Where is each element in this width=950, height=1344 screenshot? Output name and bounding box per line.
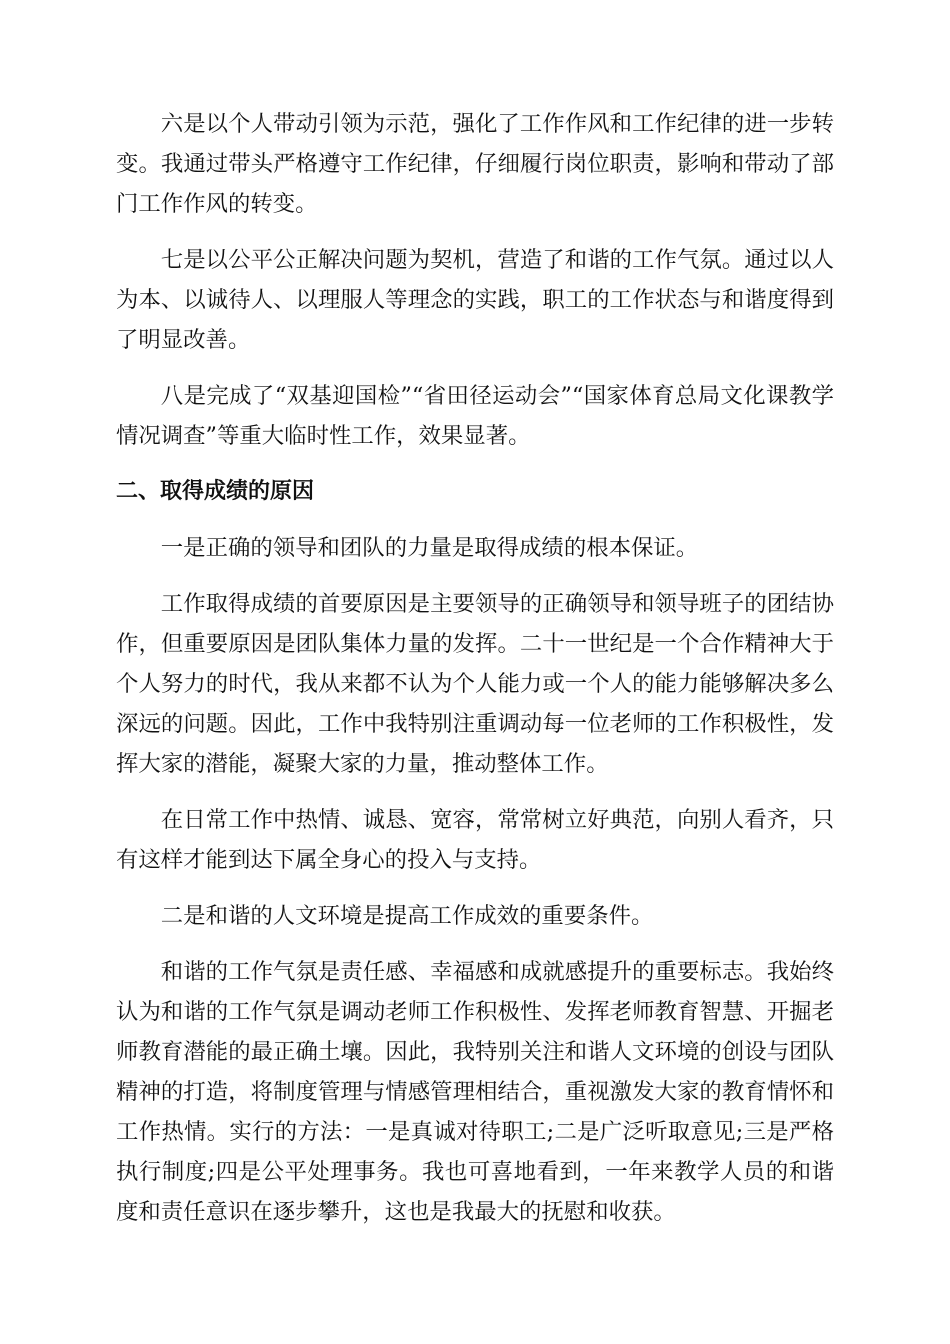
paragraph-harmony: 和谐的工作气氛是责任感、幸福感和成就感提升的重要标志。我始终认为和谐的工作气氛是调动老师工作积极性、发挥老师教育智慧、开掘老师教育潜能的最正确土壤。因此，我特别关注和谐人文环境的创设与团队精神的打造，将制度管理与情感管理相结合，重视激发大家的教育情怀和工作热情。实行的方法：一是真诚对待职工;二是广泛听取意见;三是严格执行制度;四是公平处理事务。我也可喜地看到，一年来教学人员的和谐度和责任意识在逐步攀升，这也是我最大的抚慰和收获。 <box>116 959 834 1225</box>
paragraph-teamwork: 工作取得成绩的首要原因是主要领导的正确领导和领导班子的团结协作，但重要原因是团队集体力量的发挥。二十一世纪是一个合作精神大于个人努力的时代，我从来都不认为个人能力或一个人的能力能够解决多么深远的问题。因此，工作中我特别注重调动每一位老师的工作积极性，发挥大家的潜能，凝聚大家的力量，推动整体工作。 <box>116 591 834 777</box>
paragraph-daily-work: 在日常工作中热情、诚恳、宽容，常常树立好典范，向别人看齐，只有这样才能到达下属全身心的投入与支持。 <box>116 807 834 873</box>
paragraph-seven: 七是以公平公正解决问题为契机，营造了和谐的工作气氛。通过以人为本、以诚待人、以理服人等理念的实践，职工的工作状态与和谐度得到了明显改善。 <box>116 247 834 353</box>
paragraph-reason-one: 一是正确的领导和团队的力量是取得成绩的根本保证。 <box>160 535 699 561</box>
document-body <box>116 104 834 1248</box>
section-heading: 二、取得成绩的原因 <box>116 479 315 504</box>
paragraph-eight: 八是完成了“双基迎国检”“省田径运动会”“国家体育总局文化课教学情况调查”等重大临时性工作，效果显著。 <box>116 383 834 449</box>
paragraph-reason-two: 二是和谐的人文环境是提高工作成效的重要条件。 <box>160 903 654 929</box>
paragraph-six: 六是以个人带动引领为示范，强化了工作作风和工作纪律的进一步转变。我通过带头严格遵守工作纪律，仔细履行岗位职责，影响和带动了部门工作作风的转变。 <box>116 111 834 217</box>
